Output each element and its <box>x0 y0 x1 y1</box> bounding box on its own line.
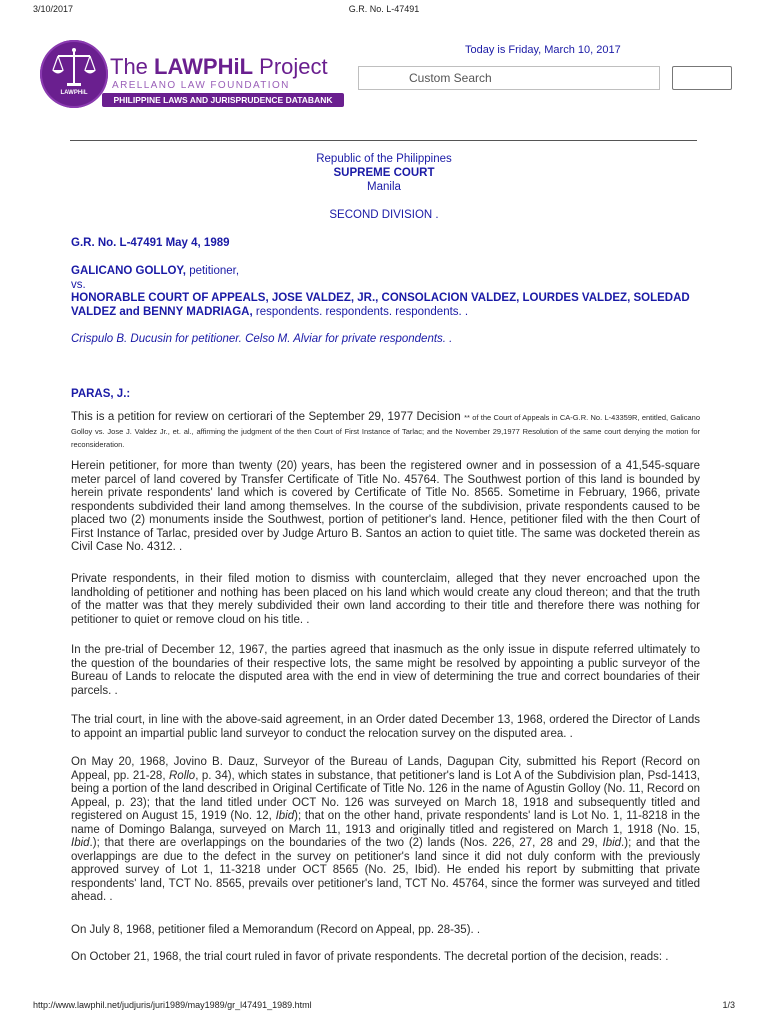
respondents-names: HONORABLE COURT OF APPEALS, JOSE VALDEZ, JR., CONSOLACION VALDEZ, LOURDES VALDEZ, SOLEDAD VALDEZ and BENNY MADRIAGA, <box>71 292 690 318</box>
search-button[interactable] <box>672 66 732 90</box>
paragraph-1-text: This is a petition for review on certiorari of the September 29, 1977 Decision <box>71 411 465 423</box>
petitioner-line <box>71 264 700 278</box>
paragraph-3: Private respondents, in their filed motion to dismiss with counterclaim, alleged that they never encroached upon the landholding of petitioner and nothing has been placed on his land which would create any cloud thereon; and that the truth of the matter was that they merely subdivided their own land according to their title and therefore there was nothing for petitioner to quiet or remove cloud on his title. . <box>71 573 700 626</box>
court-republic: Republic of the Philippines <box>316 153 452 165</box>
brand-name: LAWPHiL <box>154 54 254 79</box>
court-city: Manila <box>367 181 401 193</box>
today-date: Today is Friday, March 10, 2017 <box>465 44 621 56</box>
paragraph-4: In the pre-trial of December 12, 1967, the parties agreed that inasmuch as the only issue in dispute referred ultimately to the question of the boundaries of their respective lots, the same might be resolved by appointing a public surveyor of the Bureau of Lands to relocate the disputed area with the end in view of determining the true and correct boundaries of their parcels. . <box>71 644 700 697</box>
brand-prefix: The <box>110 54 155 79</box>
case-number: G.R. No. L-47491 May 4, 1989 <box>71 237 230 249</box>
ponente: PARAS, J.: <box>71 388 131 400</box>
scales-of-justice-icon <box>50 46 98 90</box>
p6-part-a: On May 20, 1968, Jovino B. Dauz, Surveyor of the Bureau of Lands, Dagupan City, submitted his Report (Record on Appeal, pp. 21-28, <box>71 756 700 782</box>
court-division: SECOND DIVISION . <box>329 209 439 221</box>
paragraph-2: Herein petitioner, for more than twenty (20) years, has been the registered owner and in possession of a 41,545-square meter parcel of land covered by Transfer Certificate of Title No. 45764. The Southwest portion of this land is bounded by herein private respondents' land which is covered by Certificate of Title No. 8565. Sometime in February, 1966, private respondents subdivided their land among themselves. In the course of the subdivision, private respondents caused to be placed two (2) monuments inside the Southwest, portion of petitioner's land. Hence, petitioner filed with the then Court of First Instance of Tarlac, presided over by Judge Arturo B. Santos an action to quiet title. The same was docketed therein as Civil Case No. 4312. . <box>71 460 700 553</box>
page-number: 1/3 <box>722 1000 735 1010</box>
search-input[interactable]: Custom Search <box>358 66 660 90</box>
paragraph-8: On October 21, 1968, the trial court ruled in favor of private respondents. The decretal portion of the decision, reads: . <box>71 951 669 963</box>
petitioner-role: petitioner, <box>186 265 240 277</box>
print-title: G.R. No. L-47491 <box>348 4 420 14</box>
logo-emblem <box>40 40 108 108</box>
print-footer <box>0 1000 768 1014</box>
logo-brand <box>110 54 328 80</box>
print-header <box>0 4 768 18</box>
counsel-line: Crispulo B. Ducusin for petitioner. Celso M. Alviar for private respondents. . <box>71 333 453 345</box>
paragraph-1 <box>71 411 700 452</box>
versus: vs. <box>71 279 86 291</box>
header-divider <box>70 140 697 141</box>
lawphil-logo[interactable] <box>40 40 345 112</box>
p6-part-e: ); that on the other hand, private respondents' land is Lot No. 1, 11-8218 in the name of Domingo Balanga, surveyed on March 11, 1913 and originally titled and registered on March 1, 1918 (No. 15, <box>71 810 700 836</box>
petitioner-name: GALICANO GOLLOY, <box>71 265 186 277</box>
p6-part-g: .); that there are overlappings on the boundaries of the two (2) lands (Nos. 226, 27, 28 and 29, <box>89 837 603 849</box>
p6-ibid-3: Ibid <box>602 837 622 849</box>
court-name: SUPREME COURT <box>333 167 435 179</box>
footnote-text: ** of the Court of Appeals in CA-G.R. No. L-43359R, entitled, Galicano Golloy vs. Jose J. Valdez Jr., et. al., affirming the judgment of the then Court of First Instance of Tarlac; and the November 29,1977 Resolution of the same court denying the motion for reconsideration. <box>71 413 700 449</box>
logo-foundation: ARELLANO LAW FOUNDATION <box>112 80 290 91</box>
p6-rollo: Rollo <box>169 769 196 782</box>
logo-emblem-text: LAWPHiL <box>60 90 88 96</box>
p6-ibid-1: Ibid <box>275 810 295 822</box>
respondents-role: respondents. respondents. respondents. . <box>252 306 469 318</box>
paragraph-7: On July 8, 1968, petitioner filed a Memorandum (Record on Appeal, pp. 28-35). . <box>71 924 481 936</box>
paragraph-5: The trial court, in line with the above-said agreement, in an Order dated December 13, 1968, ordered the Director of Lands to appoint an impartial public land surveyor to conduct the relocation survey on the disputed area. . <box>71 714 700 740</box>
p6-ibid-2: Ibid <box>71 837 90 849</box>
brand-suffix: Project <box>253 54 328 79</box>
p6-part-c: , p. 34), which states in substance, that petitioner's land is Lot A of the Subdivision plan, Psd-1413, being a portion of the land described in Original Certificate of Title No. 126 in the name of Agustin Golloy (No. 11, Record on Appeal, p. 23); that the land titled under OCT No. 126 was surveyed on March 18, 1918 and subsequently titled and registered on August 15, 1919 (No. 12, <box>71 769 700 822</box>
logo-tagline: PHILIPPINE LAWS AND JURISPRUDENCE DATABANK <box>102 93 344 107</box>
respondents-line <box>71 291 700 319</box>
p6-part-i: .); and that the overlappings are due to the defect in the survey on petitioner's land since it did not duly conform with the previously approved survey of Lot 1, 11-3218 under OCT 8565 (No. 25, Ibid). He ended his report by submitting that private respondents' land, TCT No. 8565, prevails over petitioner's land, TCT No. 45764, since the former was surveyed and titled ahead. . <box>71 837 700 903</box>
paragraph-6 <box>71 756 700 905</box>
page-url[interactable]: http://www.lawphil.net/judjuris/juri1989/may1989/gr_l47491_1989.html <box>33 1000 312 1010</box>
print-date: 3/10/2017 <box>33 4 74 14</box>
